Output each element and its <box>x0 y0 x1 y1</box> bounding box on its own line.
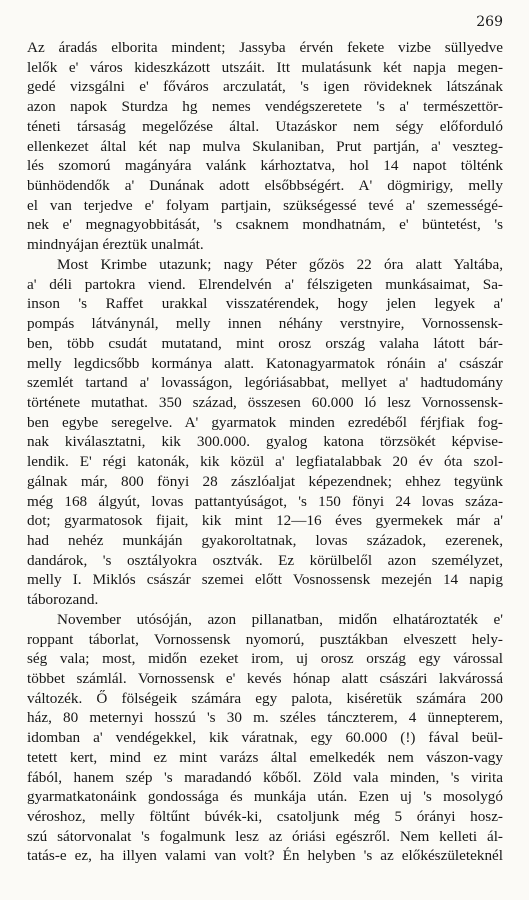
text-line: Az áradás elborita mindent; Jassyba érvén fekete vizbe süllyedve <box>27 39 503 56</box>
text-line: a' déli partokra viend. Elrendelvén a' félszigeten munkásaimat, Sa- <box>27 275 503 293</box>
text-line: szemlét tartand a' lovasságon, legóriásabbat, mellyet a' hadtudomány <box>27 374 503 392</box>
text-line: téneti társaság megelőzése által. Utazáskor nem ségy előforduló <box>27 117 503 135</box>
body-text <box>27 38 503 866</box>
text-line: gálnak már, 800 fönyi 28 zászlóaljat képezendnek; ehhez tegyünk <box>27 472 503 490</box>
text-line: inson 's Raffet urakkal visszatérendek, hogy jelen legyek a' <box>27 295 503 313</box>
text-line: még 168 álgyút, lovas pattantyúságot, 's 150 fönyi 24 lovas száza- <box>27 492 503 510</box>
text-line: dandárok, 's osztályokra osztvák. Ez körülbelől azon személyzet, <box>27 551 503 569</box>
text-line: nak kiválasztatni, kik 300.000. gyalog katona törzsökét képvise- <box>27 433 503 451</box>
text-line: roppant táborlat, Vornossensk nyomorú, pusztákban elveszett hely- <box>27 630 503 648</box>
text-line: had nehéz munkáján gyakoroltatnak, lovas századok, ezerenek, <box>27 531 503 549</box>
text-line: gedé vizsgálni e' főváros arczulatát, 's igen rövideknek látszának <box>27 78 503 96</box>
text-line: tetett kert, mind ez mint varázs által emelkedék nem vászon-vagy <box>27 748 503 766</box>
text-line: véroshoz, melly föltűnt búvék-ki, csatoljunk még 5 órányi hosz- <box>27 808 503 826</box>
text-line: ség vala; most, midőn ezeket irom, uj orosz ország egy várossal <box>27 650 503 668</box>
text-line: ellenkezet által két nap mulva Skulaniban, Prut partján, a' veszteg- <box>27 137 503 155</box>
text-line: gyarmatkatonáink gondossága és munkája után. Ezen uj 's mosolygó <box>27 788 503 806</box>
text-line: Most Krimbe utazunk; nagy Péter gőzös 22 óra alatt Yaltába, <box>57 255 503 273</box>
text-line: lendik. E' régi katonák, kik közül a' legfiatalabbak 20 év óta szol- <box>27 453 503 471</box>
text-line: November utósóján, azon pillanatban, midőn elhatároztaték e' <box>57 610 503 628</box>
text-line: többet számlál. Vornossensk e' kevés hónap alatt császári lakvárossá <box>27 670 503 687</box>
text-line: fából, hanem szép 's maradandó kőből. Zöld vala minden, 's virita <box>27 768 503 786</box>
text-line: változék. Ő fölségeik számára egy palota, kiséretük számára 200 <box>27 689 503 707</box>
text-line: lés szomorú magányára valánk kárhoztatva, hol 14 napot tölténk <box>27 157 503 175</box>
text-line: lelők e' város kideszkázott utszáit. Itt mulatásunk két napja megen- <box>27 58 503 76</box>
text-line: melly I. Miklós császár szemei előtt Vosnossensk mezején 14 napig <box>27 571 503 589</box>
text-line: szú sátorvonalat 's fogalmunk lesz az óriási egészről. Nem kelleti ál- <box>27 827 503 845</box>
text-line: el van terjedve e' folyam partjain, szükségessé tevé a' szemességé- <box>27 196 503 214</box>
text-line: bünhödendők a' Dunának adott elsőbbségért. A' dögmirigy, melly <box>27 177 503 195</box>
text-line: ben, több csudát mutatand, mint orosz ország valaha látott bár- <box>27 334 503 352</box>
text-line: ben egybe seregelve. A' gyarmatok minden ezredéből férjfiak fog- <box>27 413 503 431</box>
text-line: táborozand. <box>27 591 99 609</box>
text-line: története mutathat. 350 század, összesen 60.000 ló lesz Vornossensk- <box>27 393 503 411</box>
text-line: dot; gyarmatosok fijait, kik mint 12—16 éves gyermekek már a' <box>27 512 503 530</box>
text-line: tatás-e ez, ha illyen valami van volt? Én helyben 's az előkészületeknél <box>27 847 503 865</box>
page-number: 269 <box>476 14 503 30</box>
text-line: idomban a' vendégekkel, kik váratnak, egy 60.000 (!) fával beül- <box>27 729 503 747</box>
text-line: pompás látványnál, melly innen néhány verstnyire, Vornossensk- <box>27 315 503 333</box>
text-line: mindnyájan éreztük unalmát. <box>27 236 204 254</box>
text-line: nek e' megnagyobbitását, 's csaknem mondhatnám, e' büntetést, 's <box>27 216 503 234</box>
text-line: ház, 80 meternyi hosszú 's 30 m. széles tánczterem, 4 ünnepterem, <box>27 709 503 727</box>
text-line: azon napok Sturdza hg nemes vendégszeretete 's a' természettör- <box>27 98 503 116</box>
text-line: melly legdicsőbb kormánya alatt. Katonagyarmatok rónáin a' császár <box>27 354 503 372</box>
